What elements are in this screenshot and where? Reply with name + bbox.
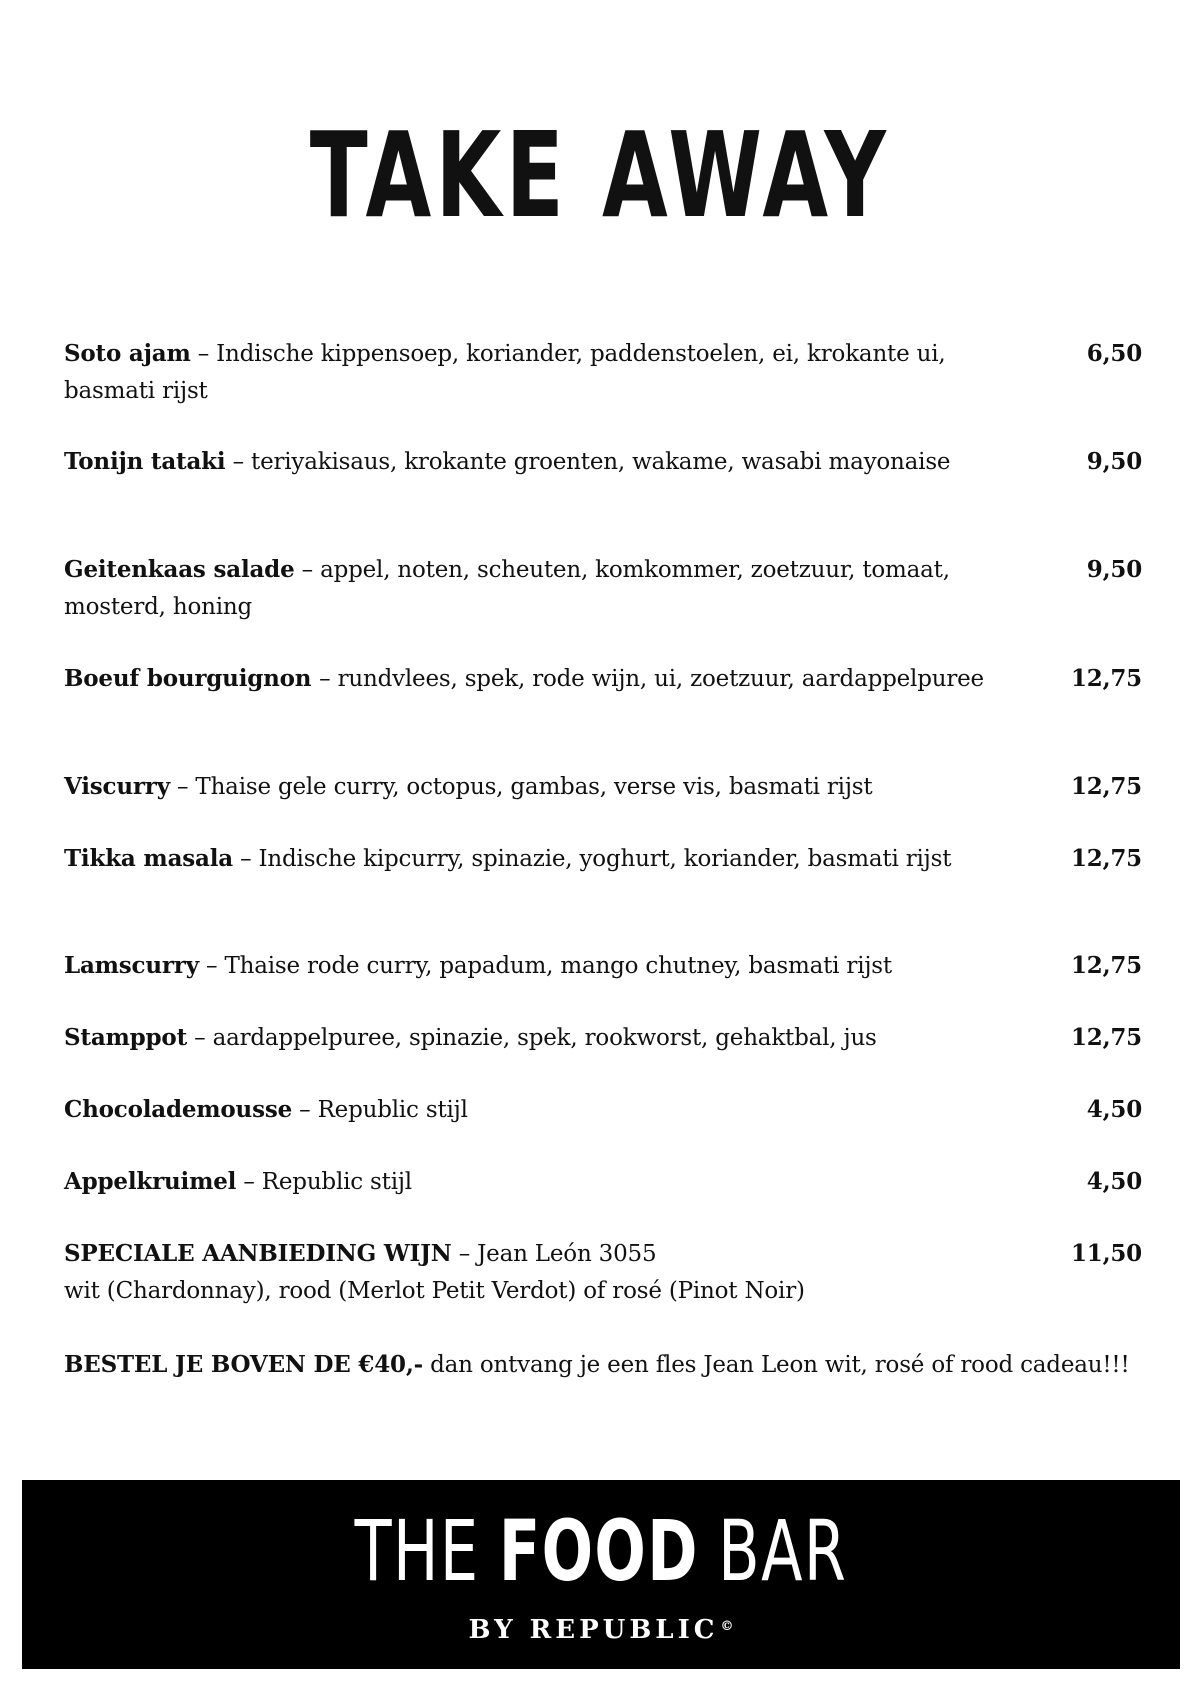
page-title: TAKE AWAY (309, 106, 891, 244)
menu-item-description: aardappelpuree, spinazie, spek, rookworst, gehaktbal, jus (212, 1025, 877, 1051)
menu-item-separator: – (458, 1241, 471, 1267)
menu-item-name: Tonijn tataki (64, 448, 226, 475)
menu-item-separator: – (232, 449, 244, 475)
menu-item-price: 4,50 (1086, 1096, 1142, 1123)
menu-item-name: Boeuf bourguignon (64, 665, 320, 692)
menu-item-separator: – (197, 341, 210, 367)
brand-logo (184, 1496, 1018, 1606)
menu-item (64, 840, 1142, 878)
menu-item-price: 12,75 (1070, 665, 1142, 692)
menu-item-description: Indische kipcurry, spinazie, yoghurt, koriander, basmati rijst (258, 846, 952, 872)
menu-item-separator: – (206, 953, 218, 979)
menu-item-separator: – (240, 846, 252, 872)
menu-item (64, 768, 1142, 806)
menu-list (64, 335, 1142, 1304)
menu-item-name: Soto ajam (64, 340, 191, 367)
menu-item-price: 12,75 (1070, 773, 1142, 800)
menu-item (64, 443, 1142, 481)
menu-item-name: Geitenkaas salade (64, 556, 295, 583)
menu-item (64, 551, 1142, 626)
menu-item-price: 11,50 (1070, 1240, 1142, 1267)
menu-item-name: Lamscurry (64, 952, 199, 979)
menu-item-separator: – (299, 1097, 311, 1123)
menu-item (64, 660, 1142, 698)
menu-item-name: SPECIALE AANBIEDING WIJN (64, 1240, 452, 1267)
menu-item-price: 12,75 (1070, 845, 1142, 872)
menu-item-description-line2: wit (Chardonnay), rood (Merlot Petit Verdot) of rosé (Pinot Noir) (64, 1278, 805, 1304)
menu-item-description: Thaise gele curry, octopus, gambas, verse vis, basmati rijst (195, 774, 873, 800)
menu-item-name: Tikka masala (64, 845, 233, 872)
menu-item-price: 12,75 (1070, 1024, 1142, 1051)
menu-item-description: Indische kippensoep, koriander, paddenstoelen, ei, krokante ui, basmati rijst (64, 341, 946, 404)
menu-item (64, 1091, 1142, 1129)
menu-item-description: rundvlees, spek, rode wijn, ui, zoetzuur, aardappelpuree (337, 666, 984, 692)
menu-item-price: 12,75 (1070, 952, 1142, 979)
menu-item-separator: – (319, 666, 331, 692)
menu-item-name: Stamppot (64, 1024, 188, 1051)
menu-item-name: Chocolademousse (64, 1096, 292, 1123)
menu-item-price: 4,50 (1086, 1168, 1142, 1195)
brand-word-food: FOOD (498, 1502, 699, 1600)
promo-highlight: BESTEL JE BOVEN DE €40,- (64, 1351, 423, 1378)
menu-item-price: 9,50 (1086, 556, 1142, 583)
menu-item-price: 9,50 (1086, 448, 1142, 475)
brand-subtitle (22, 1612, 1180, 1648)
menu-item-separator: – (176, 774, 189, 800)
menu-item-separator: – (301, 557, 313, 583)
menu-item-name: Viscurry (64, 773, 170, 800)
promo-note (64, 1346, 1142, 1384)
menu-item (64, 335, 1142, 410)
menu-item-description: Jean León 3055 (477, 1241, 657, 1267)
menu-item-name: Appelkruimel (64, 1168, 237, 1195)
menu-item-separator: – (243, 1169, 255, 1195)
menu-item-separator: – (194, 1025, 206, 1051)
menu-item-description: appel, noten, scheuten, komkommer, zoetzuur, tomaat, mosterd, honing (64, 557, 950, 620)
menu-item (64, 1163, 1142, 1201)
menu-item (64, 1235, 1142, 1310)
menu-item-description: Republic stijl (261, 1169, 412, 1195)
copyright-symbol: © (720, 1619, 734, 1634)
menu-item-description: teriyakisaus, krokante groenten, wakame, wasabi mayonaise (251, 449, 951, 475)
brand-word-the: THE (354, 1502, 480, 1600)
brand-word-bar: BAR (718, 1502, 848, 1600)
footer-banner (22, 1480, 1180, 1669)
menu-item-price: 6,50 (1086, 340, 1142, 367)
menu-item-description: Republic stijl (317, 1097, 468, 1123)
brand-subtitle-text: BY REPUBLIC (468, 1615, 719, 1645)
menu-item-description: Thaise rode curry, papadum, mango chutney, basmati rijst (224, 953, 892, 979)
menu-item (64, 1019, 1142, 1057)
promo-text: dan ontvang je een fles Jean Leon wit, rosé of rood cadeau!!! (430, 1352, 1130, 1378)
menu-item (64, 947, 1142, 985)
